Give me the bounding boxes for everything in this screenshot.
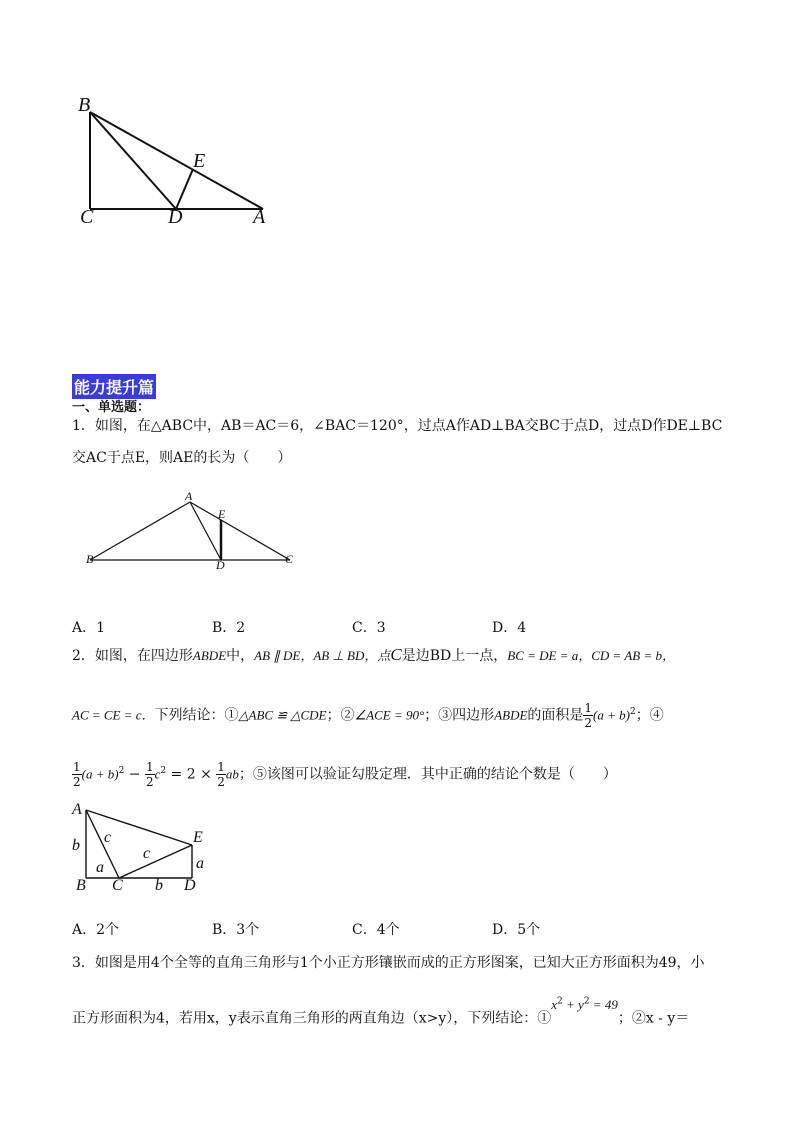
q2-label-a: A [72,801,82,818]
fig1-label-d: D [168,206,183,228]
q2-label-c: C [112,877,123,894]
q2-line2-a: AC = CE = c． [72,707,155,723]
q2-line3-a: (a + b) [81,766,119,782]
q3-line2-c: 2 [557,996,563,1006]
q2-line2-f: ；③四边形 [424,707,495,724]
q2-label-b: B [76,877,86,894]
q2-fraction-half-2: $\frac{1}{2}$ [73,760,81,789]
q1-option-b[interactable]: B．2 [212,620,246,636]
q1-segment-ab [90,502,190,560]
q3-line2-d: + y [562,996,584,1012]
q3-line2-g: ；②x - y＝ [617,1010,690,1027]
q2-line1-a: 2．如图，在四边形 [72,648,193,664]
q2-line1-e: C [390,645,402,664]
q2-line3-c: − [124,766,145,783]
q3-line1: 3．如图是用4个全等的直角三角形与1个小正方形镶嵌而成的正方形图案，已知大正方形面积为49，小 [72,955,705,971]
q2-line1-f: 是边BD上一点， [401,648,508,664]
q2-line3-d: c [154,766,161,782]
q2-option-a[interactable]: A．2个 [72,922,120,938]
q3-line2-f: = 49 [589,996,618,1012]
q2-line2-g: ABDE [494,707,528,723]
fig1-label-c: C [80,206,94,228]
q2-fraction-half-3: $\frac{1}{2}$ [145,760,154,789]
q2-fraction-half-1: $\frac{1}{2}$ [584,701,593,730]
q3-line2 [72,996,690,1029]
q2-line3-g: ab [225,766,239,782]
q1-label-c: C [285,552,294,566]
q1-option-a[interactable]: A．1 [72,620,106,636]
q2-label-c-ac: c [104,829,112,846]
q1-label-b: B [86,552,94,566]
q2-label-c-ce: c [143,845,151,862]
q2-line3-h: ；⑤该图可以验证勾股定理．其中正确的结论个数是（ ） [238,766,617,783]
fig1-label-a: A [253,206,266,228]
q1-label-d: D [216,558,225,572]
q2-option-b[interactable]: B．3个 [212,922,260,938]
q2-label-b-side: b [72,837,80,854]
q3-line2-e: 2 [583,996,590,1006]
q2-label-e: E [193,829,203,846]
q2-label-a-bc: a [96,859,104,876]
segment-de [176,169,193,209]
q2-line3-b: 2 [118,765,125,776]
q1-label-e: E [218,507,226,521]
fig1-label-b: B [78,94,91,116]
segment-bd [90,112,176,209]
section-title: 能力提升篇 [72,374,156,399]
fig1-label-e: E [193,150,206,172]
q2-line2-i: (a + b) [593,707,630,723]
q1-label-a: A [185,489,193,503]
segment-ba [90,112,263,209]
q2-label-d: D [184,877,196,894]
q2-line2 [72,701,664,730]
q2-segment-ce [119,845,192,878]
q2-option-d[interactable]: D．5个 [492,922,541,938]
q2-line1-c: 中， [226,648,255,664]
q1-figure [80,485,310,580]
q1-line2: 交AC于点E，则AE的长为（ ） [72,450,292,466]
q1-line1: 1．如图，在△ABC中，AB＝AC＝6，∠BAC＝120°，过点A作AD⊥BA交BC于点D，过点D作DE⊥BC [72,418,723,434]
q2-label-a-de: a [196,855,204,872]
q2-line1-b: ABDE [192,648,227,663]
q2-line1-g: BC = DE = a，CD = AB = b， [507,648,675,663]
q2-label-b-cd: b [155,877,163,894]
q3-line2-a: 正方形面积为4，若用x，y表示直角三角形的两直角边（x>y），下列结论：① [72,1010,552,1027]
q2-fraction-half-4: $\frac{1}{2}$ [217,760,225,789]
q2-line3 [72,760,617,789]
q2-line2-j: 2 [629,706,636,717]
q2-segment-ae [86,810,192,845]
q2-line2-b: 下列结论：① [154,707,239,724]
q2-line1 [72,645,675,666]
subsection-title: 一、单选题： [72,400,151,415]
q2-line2-c: △ABC ≌ △CDE [238,707,327,723]
q2-line2-k: ；④ [635,707,664,724]
q1-option-d[interactable]: D．4 [492,620,527,636]
q2-line3-f: = 2 × [166,766,217,783]
q2-line2-h: 的面积是 [527,707,584,724]
q1-option-c[interactable]: C．3 [352,620,386,636]
q2-line1-d: AB ∥ DE，AB ⊥ BD，点 [254,648,391,663]
q3-line2-b: x [551,996,558,1012]
q2-line3-e: 2 [160,765,167,776]
q2-option-c[interactable]: C．4个 [352,922,400,938]
q2-line2-e: ∠ACE = 90° [354,707,425,723]
q2-line2-d: ；② [326,707,355,724]
